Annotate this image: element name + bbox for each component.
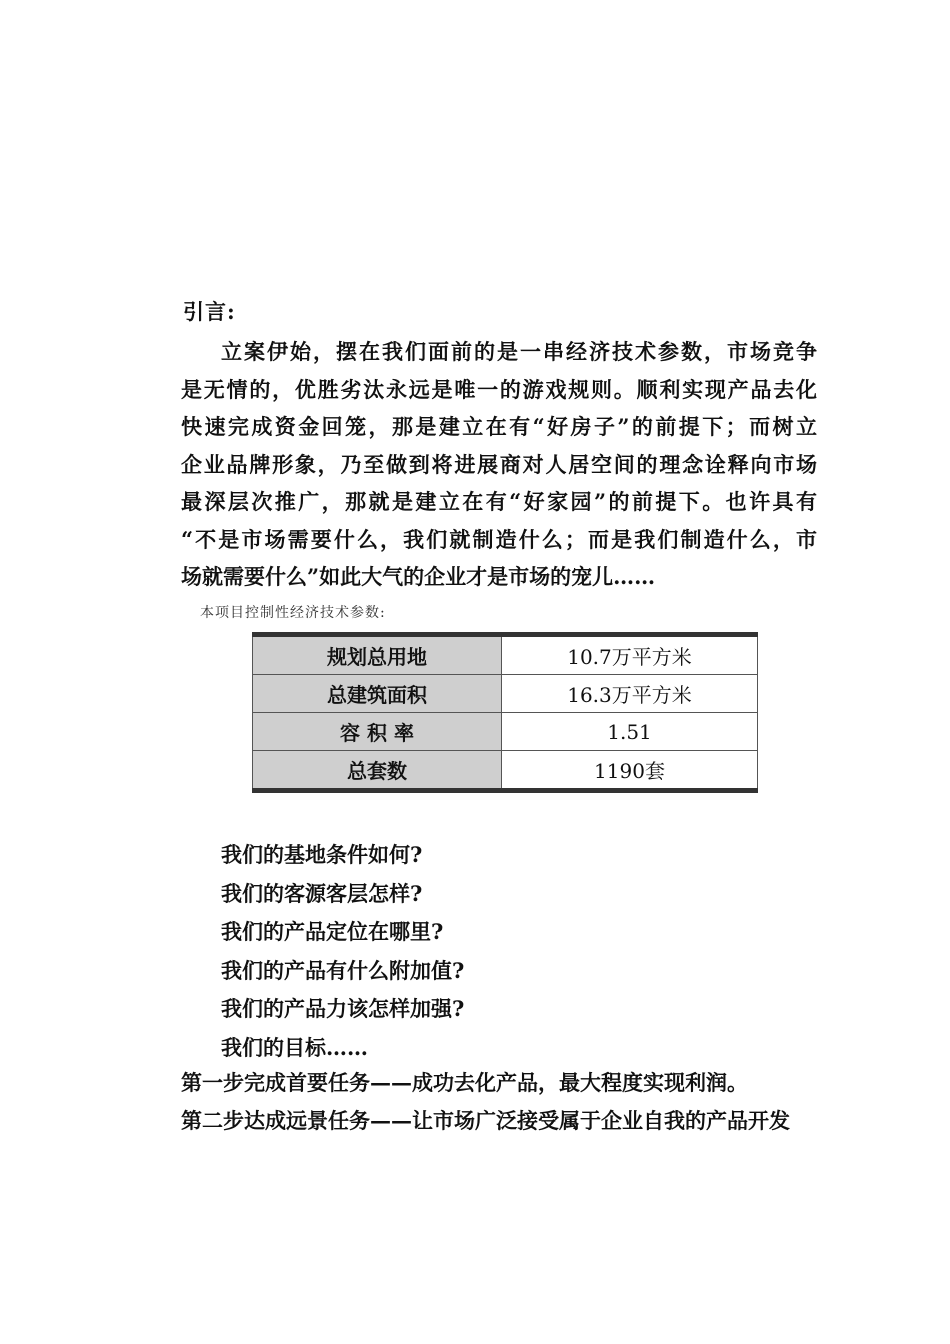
param-value: 1.51 bbox=[502, 713, 758, 751]
question-item: 我们的客源客层怎样? bbox=[221, 880, 423, 906]
intro-paragraph bbox=[181, 333, 817, 596]
intro-line: 企业品牌形象，乃至做到将进展商对人居空间的理念诠释向市场 bbox=[181, 451, 817, 477]
intro-line: “不是市场需要什么，我们就制造什么；而是我们制造什么，市 bbox=[181, 526, 817, 552]
question-item: 我们的目标…… bbox=[221, 1034, 368, 1060]
question-list bbox=[221, 836, 464, 1067]
param-label: 总建筑面积 bbox=[253, 675, 502, 713]
table-row bbox=[253, 713, 758, 751]
table-caption: 本项目控制性经济技术参数: bbox=[200, 605, 386, 621]
intro-line: 是无情的，优胜劣汰永远是唯一的游戏规则。顺利实现产品去化 bbox=[181, 376, 817, 402]
intro-line: 立案伊始，摆在我们面前的是一串经济技术参数，市场竞争 bbox=[221, 339, 817, 364]
param-label: 容 积 率 bbox=[253, 713, 502, 751]
intro-line: 场就需要什么”如此大气的企业才是市场的宠儿…… bbox=[181, 564, 656, 589]
param-value: 16.3万平方米 bbox=[502, 675, 758, 713]
section-heading: 引言: bbox=[183, 299, 236, 324]
param-label: 总套数 bbox=[253, 751, 502, 791]
table-row bbox=[253, 751, 758, 791]
parameters-table bbox=[252, 632, 758, 793]
question-item: 我们的产品定位在哪里? bbox=[221, 919, 444, 944]
question-item: 我们的产品有什么附加值? bbox=[221, 957, 465, 983]
intro-line: 快速完成资金回笼，那是建立在有“好房子”的前提下；而树立 bbox=[181, 414, 817, 439]
param-value: 10.7万平方米 bbox=[502, 635, 758, 675]
question-item: 我们的产品力该怎样加强? bbox=[221, 996, 465, 1021]
table-row bbox=[253, 675, 758, 713]
table-row bbox=[253, 635, 758, 675]
intro-line: 最深层次推广，那就是建立在有“好家园”的前提下。也许具有 bbox=[181, 489, 817, 514]
param-label: 规划总用地 bbox=[253, 635, 502, 675]
step-item: 第一步完成首要任务——成功去化产品，最大程度实现利润。 bbox=[181, 1070, 748, 1095]
question-item: 我们的基地条件如何? bbox=[221, 842, 423, 867]
steps-list bbox=[181, 1064, 817, 1140]
param-value: 1190套 bbox=[502, 751, 758, 791]
step-item: 第二步达成远景任务——让市场广泛接受属于企业自我的产品开发 bbox=[181, 1108, 790, 1133]
